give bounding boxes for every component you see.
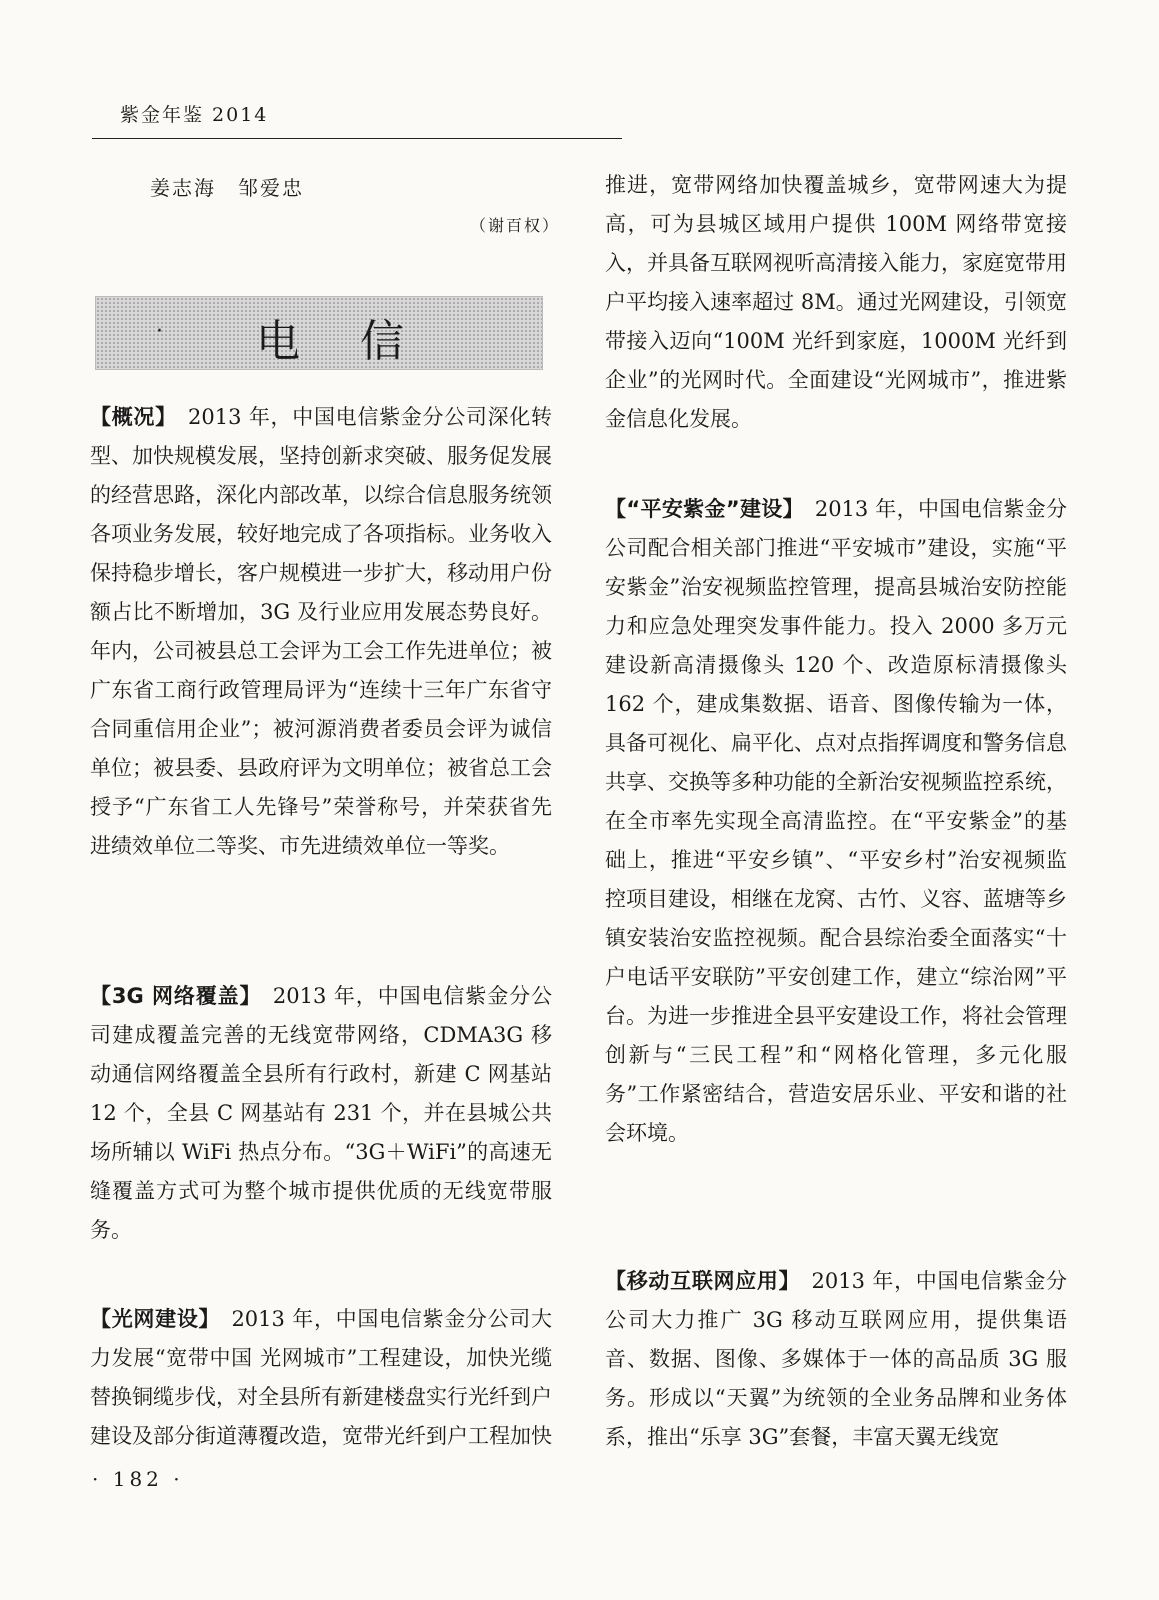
paragraph-mobile-internet <box>605 1262 1067 1457</box>
paragraph-fiber-part1 <box>90 1300 552 1456</box>
paragraph-safe-zijin <box>605 490 1067 1153</box>
authors-line: 姜志海 邹爱忠 <box>150 176 304 200</box>
paragraph-text: 推进，宽带网络加快覆盖城乡，宽带网速大为提高，可为县城区域用户提供 100M 网络带宽接入，并具备互联网视听高清接入能力，家庭宽带用户平均接入速率超过 8M。通过光网建设，引领宽带接入迈向“100M 光纤到家庭，1000M 光纤到企业”的光网时代。全面建设“光网城市”，推进紫金信息化发展。 <box>605 173 1067 431</box>
paragraph-lead: 【3G 网络覆盖】 <box>90 984 251 1008</box>
credit-line: （谢百权） <box>470 216 561 235</box>
header-rule <box>92 138 622 139</box>
paragraph-text: 2013 年，中国电信紫金分公司大力推广 3G 移动互联网应用，提供集语音、数据、图像、多媒体于一体的高品质 3G 服务。形成以“天翼”为统领的全业务品牌和业务体系，推出“乐享 3G”套餐，丰富天翼无线宽 <box>605 1269 1068 1449</box>
running-header: 紫金年鉴 2014 <box>120 104 269 126</box>
paragraph-lead: 【“平安紫金”建设】 <box>605 497 794 521</box>
section-title: 电信 <box>256 316 464 367</box>
paragraph-text: 2013 年，中国电信紫金分公司配合相关部门推进“平安城市”建设，实施“平安紫金”治安视频监控管理，提高县城治安防控能力和应急处理突发事件能力。投入 2000 多万元建设新高清摄像头 120 个、改造原标清摄像头 162 个，建成集数据、语音、图像传输为一体，具备可视化、扁平化、点对点指挥调度和警务信息共享、交换等多种功能的全新治安视频监控系统，在全市率先实现全高清监控。在“平安紫金”的基础上，推进“平安乡镇”、“平安乡村”治安视频监控项目建设，相继在龙窝、古竹、义容、蓝塘等乡镇安装治安监控视频。配合县综治委全面落实“十户电话平安联防”平安创建工作，建立“综治网”平台。为进一步推进全县平安建设工作，将社会管理创新与“三民工程”和“网格化管理，多元化服务”工作紧密结合，营造安居乐业、平安和谐的社会环境。 <box>605 497 1068 1145</box>
paragraph-lead: 【概况】 <box>90 405 167 429</box>
paragraph-fiber-continued <box>605 166 1067 478</box>
paragraph-text: 2013 年，中国电信紫金分公司深化转型、加快规模发展，坚持创新求突破、服务促发展的经营思路，深化内部改革，以综合信息服务统领各项业务发展，较好地完成了各项指标。业务收入保持稳步增长，客户规模进一步扩大，移动用户份额占比不断增加，3G 及行业应用发展态势良好。年内，公司被县总工会评为工会工作先进单位；被广东省工商行政管理局评为“连续十三年广东省守合同重信用企业”；被河源消费者委员会评为诚信单位；被县委、县政府评为文明单位；被省总工会授予“广东省工人先锋号”荣誉称号，并荣获省先进绩效单位二等奖、市先进绩效单位一等奖。 <box>90 405 553 858</box>
paragraph-lead: 【光网建设】 <box>90 1307 210 1331</box>
section-banner <box>95 296 543 370</box>
paragraph-text: 2013 年，中国电信紫金分公司建成覆盖完善的无线宽带网络，CDMA3G 移动通信网络覆盖全县所有行政村，新建 C 网基站 12 个，全县 C 网基站有 231 个，并在县城公共场所辅以 WiFi 热点分布。“3G＋WiFi”的高速无缝覆盖方式可为整个城市提供优质的无线宽带服务。 <box>90 984 552 1242</box>
paragraph-text: 2013 年，中国电信紫金分公司大力发展“宽带中国 光网城市”工程建设，加快光缆替换铜缆步伐，对全县所有新建楼盘实行光纤到户建设及部分街道薄覆改造，宽带光纤到户工程加快 <box>90 1307 552 1448</box>
paragraph-overview <box>90 398 552 866</box>
paragraph-lead: 【移动互联网应用】 <box>605 1269 790 1293</box>
section-bullet: · <box>156 319 163 344</box>
paragraph-3g-network <box>90 977 552 1250</box>
page-number: · 182 · <box>92 1467 184 1491</box>
